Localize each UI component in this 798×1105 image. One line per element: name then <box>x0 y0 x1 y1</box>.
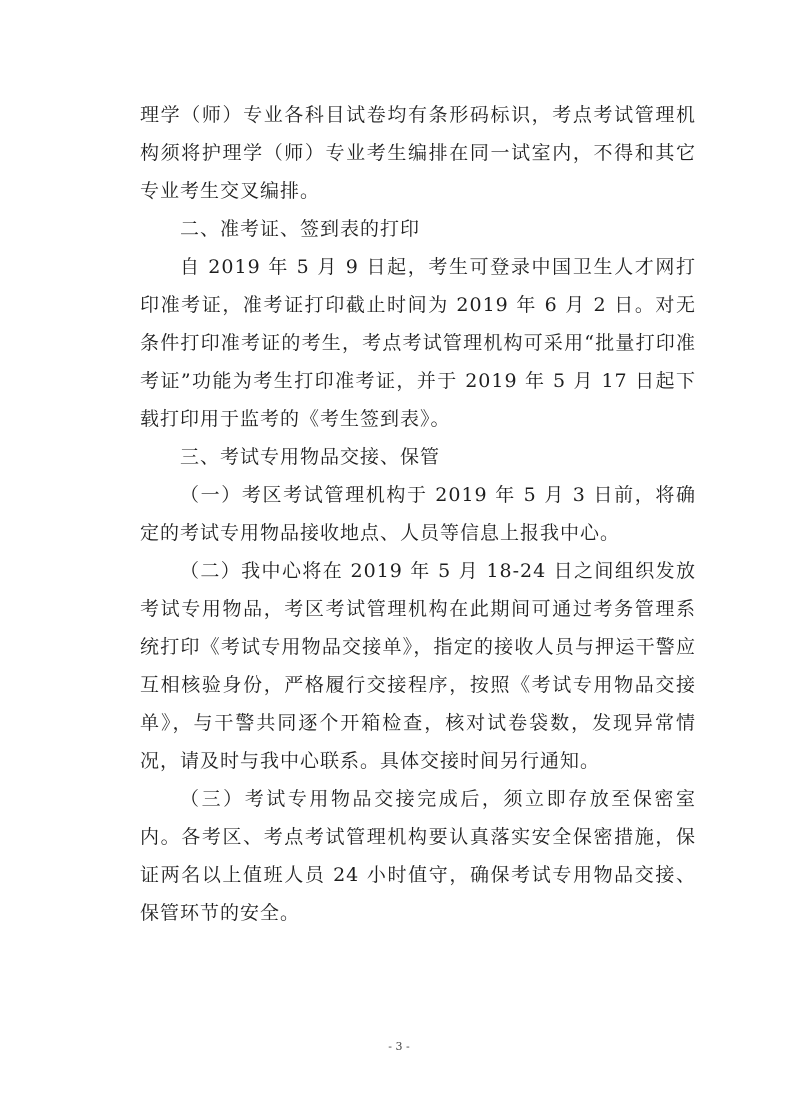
document-body <box>140 96 696 932</box>
paragraph-item-1: （一）考区考试管理机构于 2019 年 5 月 3 日前，将确定的考试专用物品接收地点、人员等信息上报我中心。 <box>140 484 696 544</box>
section-heading-exam-materials: 三、考试专用物品交接、保管 <box>180 446 441 468</box>
page-number: - 3 - <box>388 1040 410 1053</box>
section-heading-admission-ticket: 二、准考证、签到表的打印 <box>180 218 421 240</box>
paragraph-admission-ticket: 自 2019 年 5 月 9 日起，考生可登录中国卫生人才网打印准考证，准考证打印截止时间为 2019 年 6 月 2 日。对无条件打印准考证的考生，考点考试管理机构可采用“批量打印准考证”功能为考生打印准考证，并于 2019 年 5 月 17 日起下载打印用于监考的《考生签到表》。 <box>140 256 696 430</box>
paragraph-item-2: （二）我中心将在 2019 年 5 月 18-24 日之间组织发放考试专用物品，考区考试管理机构在此期间可通过考务管理系统打印《考试专用物品交接单》，指定的接收人员与押运干警应互相核验身份，严格履行交接程序，按照《考试专用物品交接单》，与干警共同逐个开箱检查，核对试卷袋数，发现异常情况，请及时与我中心联系。具体交接时间另行通知。 <box>140 560 696 772</box>
paragraph-continuation: 理学（师）专业各科目试卷均有条形码标识，考点考试管理机构须将护理学（师）专业考生编排在同一试室内，不得和其它专业考生交叉编排。 <box>140 104 696 202</box>
paragraph-item-3: （三）考试专用物品交接完成后，须立即存放至保密室内。各考区、考点考试管理机构要认真落实安全保密措施，保证两名以上值班人员 24 小时值守，确保考试专用物品交接、保管环节的安全。 <box>140 788 696 924</box>
